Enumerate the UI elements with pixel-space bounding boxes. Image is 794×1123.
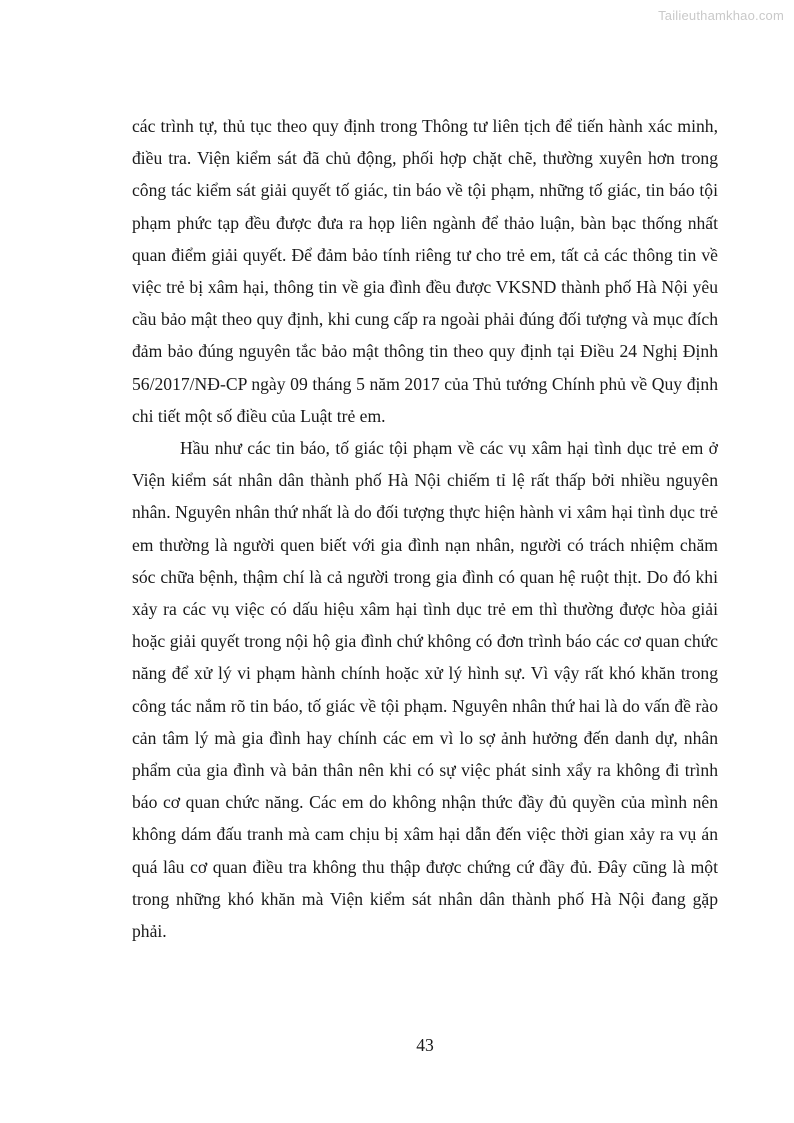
paragraph-continued: các trình tự, thủ tục theo quy định trong Thông tư liên tịch để tiến hành xác minh, điều tra. Viện kiểm sát đã chủ động, phối hợp chặt chẽ, thường xuyên hơn trong công tác kiểm sát giải quyết tố giác, tin báo về tội phạm, những tố giác, tin báo tội phạm phức tạp đều được đưa ra họp liên ngành để thảo luận, bàn bạc thống nhất quan điểm giải quyết. Để đảm bảo tính riêng tư cho trẻ em, tất cả các thông tin về việc trẻ bị xâm hại, thông tin về gia đình đều được VKSND thành phố Hà Nội yêu cầu bảo mật theo quy định, khi cung cấp ra ngoài phải đúng đối tượng và mục đích đảm bảo đúng nguyên tắc bảo mật thông tin theo quy định tại Điều 24 Nghị Định 56/2017/NĐ-CP ngày 09 tháng 5 năm 2017 của Thủ tướng Chính phủ về Quy định chi tiết một số điều của Luật trẻ em.: [132, 116, 718, 426]
page-number: 43: [416, 1035, 434, 1055]
document-body: [132, 110, 718, 947]
watermark-text: Tailieuthamkhao.com: [658, 8, 784, 23]
paragraph-indented: Hầu như các tin báo, tố giác tội phạm về các vụ xâm hại tình dục trẻ em ở Viện kiểm sát nhân dân thành phố Hà Nội chiếm tỉ lệ rất thấp bởi nhiều nguyên nhân. Nguyên nhân thứ nhất là do đối tượng thực hiện hành vi xâm hại tình dục trẻ em thường là người quen biết với gia đình nạn nhân, người có trách nhiệm chăm sóc chữa bệnh, thậm chí là cả người trong gia đình có quan hệ ruột thịt. Do đó khi xảy ra các vụ việc có dấu hiệu xâm hại tình dục trẻ em thì thường được hòa giải hoặc giải quyết trong nội hộ gia đình chứ không có đơn trình báo các cơ quan chức năng để xử lý vi phạm hành chính hoặc xử lý hình sự. Vì vậy rất khó khăn trong công tác nắm rõ tin báo, tố giác về tội phạm. Nguyên nhân thứ hai là do vấn đề rào cản tâm lý mà gia đình hay chính các em vì lo sợ ảnh hưởng đến danh dự, nhân phẩm của gia đình và bản thân nên khi có sự việc phát sinh xẩy ra không đi trình báo cơ quan chức năng. Các em do không nhận thức đầy đủ quyền của mình nên không dám đấu tranh mà cam chịu bị xâm hại dẫn đến việc thời gian xảy ra vụ án quá lâu cơ quan điều tra không thu thập được chứng cứ đầy đủ. Đây cũng là một trong những khó khăn mà Viện kiểm sát nhân dân thành phố Hà Nội đang gặp phải.: [132, 438, 718, 942]
